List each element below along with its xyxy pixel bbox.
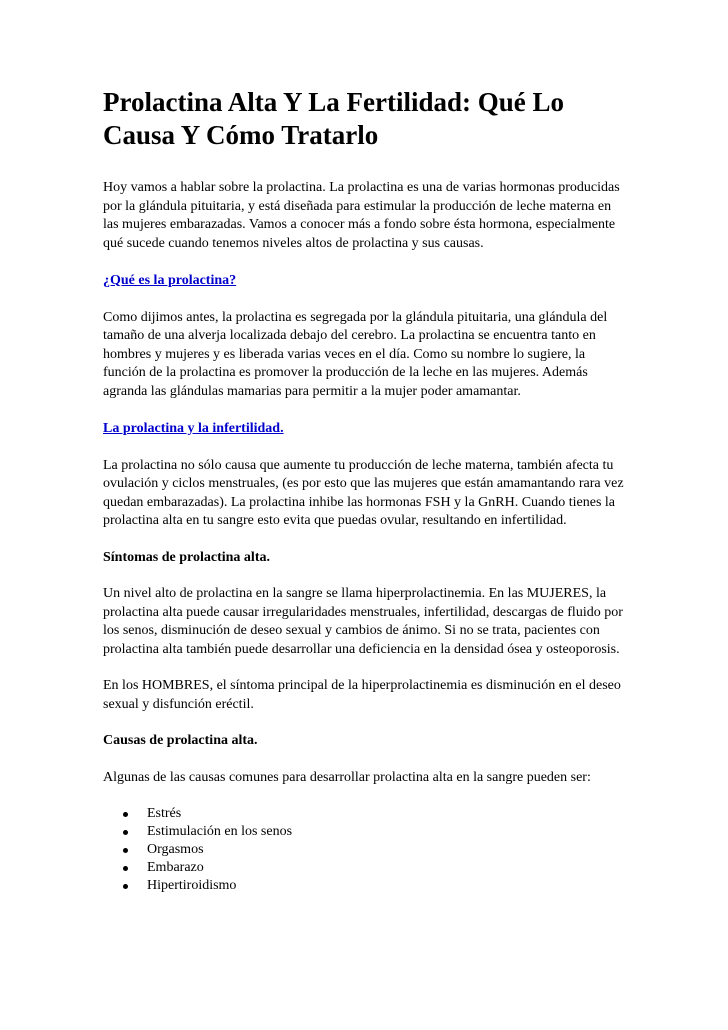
bullet-icon (123, 812, 128, 817)
list-item (121, 859, 628, 877)
list-item (121, 805, 628, 823)
page-title: Prolactina Alta Y La Fertilidad: Qué Lo Causa Y Cómo Tratarlo (103, 87, 564, 150)
list-item (121, 877, 628, 895)
intro-paragraph: Hoy vamos a hablar sobre la prolactina. La prolactina es una de varias hormonas producidas por la glándula pituitaria, y está diseñada para estimular la producción de leche materna en las mujeres embarazadas. Vamos a conocer más a fondo sobre ésta hormona, especialmente qué sucede cuando tenemos niveles altos de prolactina y sus causas. (103, 180, 620, 251)
bullet-icon (123, 866, 128, 871)
bullet-icon (123, 848, 128, 853)
heading-link-infertilidad[interactable]: La prolactina y la infertilidad. (103, 421, 284, 436)
causes-list (103, 805, 628, 895)
document-content (103, 86, 628, 895)
paragraph-que-es: Como dijimos antes, la prolactina es segregada por la glándula pituitaria, una glándula del tamaño de una alverja localizada debajo del cerebro. La prolactina se encuentra tanto en hombres y mujeres y es liberada varias veces en el día. Como su nombre lo sugiere, la función de la prolactina es promover la producción de la leche en las mujeres. Además agranda las glándulas mamarias para permitir a la mujer poder amamantar. (103, 309, 608, 399)
heading-sintomas: Síntomas de prolactina alta. (103, 549, 270, 565)
paragraph-causas: Algunas de las causas comunes para desarrollar prolactina alta en la sangre pueden ser: (103, 769, 591, 785)
list-item-text: Estimulación en los senos (147, 824, 293, 839)
paragraph-sintomas-mujeres: Un nivel alto de prolactina en la sangre se llama hiperprolactinemia. En las MUJERES, la prolactina alta puede causar irregularidades menstruales, infertilidad, descargas de fluido por los senos, disminución de deseo sexual y cambios de ánimo. Si no se trata, pacientes con prolactina alta también puede desarrollar una deficiencia en la densidad ósea y osteoporosis. (103, 586, 623, 657)
list-item-text: Orgasmos (147, 842, 204, 857)
list-item (121, 841, 628, 859)
paragraph-sintomas-hombres: En los HOMBRES, el síntoma principal de la hiperprolactinemia es disminución en el deseo sexual y disfunción eréctil. (103, 678, 621, 712)
heading-causas: Causas de prolactina alta. (103, 733, 258, 748)
paragraph-infertilidad: La prolactina no sólo causa que aumente tu producción de leche materna, también afecta tu ovulación y ciclos menstruales, (es por esto que las mujeres que están amamantando rara vez quedan embarazadas). La prolactina inhibe las hormonas FSH y la GnRH. Cuando tienes la prolactina alta en tu sangre esto evita que puedas ovular, resultando en infertilidad. (103, 457, 624, 528)
list-item (121, 823, 628, 841)
heading-link-que-es[interactable]: ¿Qué es la prolactina? (103, 273, 237, 288)
list-item-text: Embarazo (147, 860, 204, 875)
list-item-text: Hipertiroidismo (147, 878, 237, 893)
list-item-text: Estrés (147, 806, 182, 821)
bullet-icon (123, 830, 128, 835)
bullet-icon (123, 884, 128, 889)
